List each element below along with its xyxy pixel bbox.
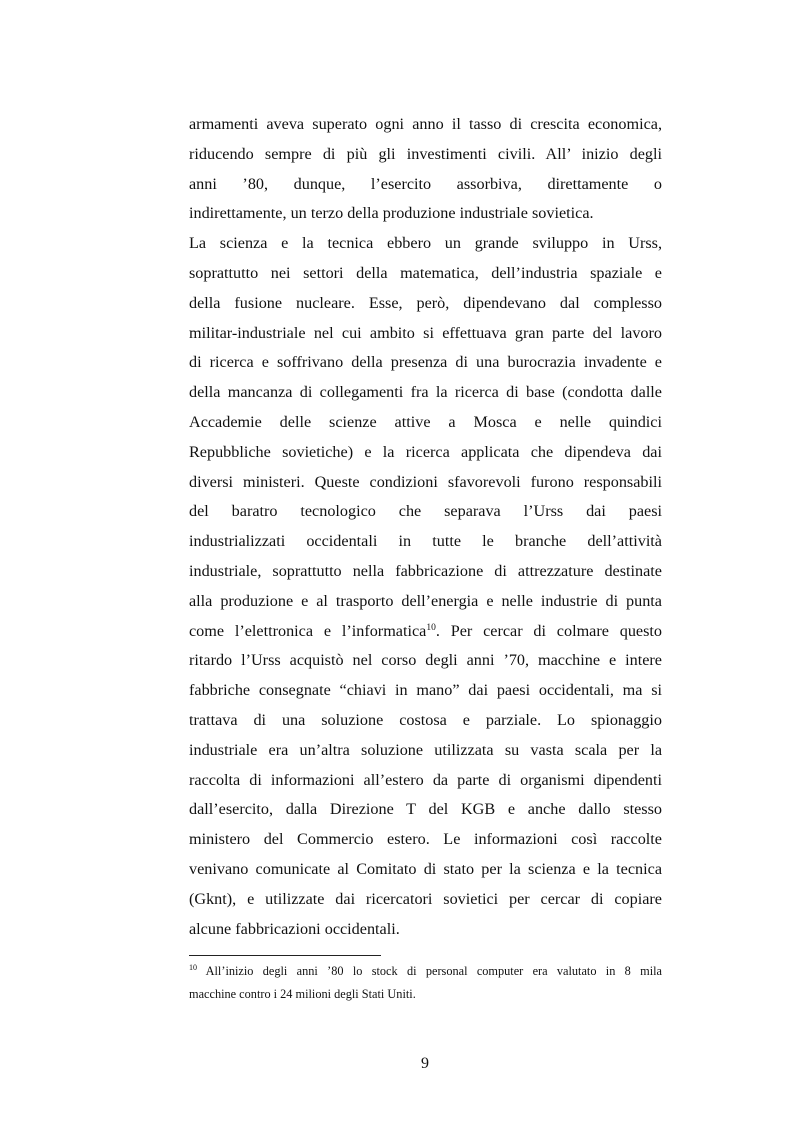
- text-line: Repubbliche sovietiche) e la ricerca applicata che dipendeva dai: [189, 442, 662, 461]
- text-line: della fusione nucleare. Esse, però, dipendevano dal complesso: [189, 293, 662, 312]
- text-line: ritardo l’Urss acquistò nel corso degli anni ’70, macchine e intere: [189, 651, 662, 670]
- footnote-line: macchine contro i 24 milioni degli Stati Uniti.: [189, 987, 416, 1001]
- text-line: La scienza e la tecnica ebbero un grande sviluppo in Urss,: [189, 234, 662, 253]
- text-line: armamenti aveva superato ogni anno il tasso di crescita economica,: [189, 115, 662, 133]
- body-text: [189, 110, 662, 944]
- text-segment: come l’elettronica e l’informatica: [189, 621, 427, 640]
- text-line: ministero del Commercio estero. Le informazioni così raccolte: [189, 830, 662, 849]
- text-line: soprattutto nei settori della matematica, dell’industria spaziale e: [189, 263, 662, 282]
- text-line: industriale, soprattutto nella fabbricazione di attrezzature destinate: [189, 561, 662, 580]
- footnote-text: All’inizio degli anni ’80 lo stock di personal computer era valutato in 8 mila: [197, 964, 662, 978]
- text-line: militar-industriale nel cui ambito si effettuava gran parte del lavoro: [189, 323, 662, 342]
- text-line: alla produzione e al trasporto dell’energia e nelle industrie di punta: [189, 591, 662, 610]
- text-line: anni ’80, dunque, l’esercito assorbiva, direttamente o: [189, 174, 662, 193]
- text-line: riducendo sempre di più gli investimenti civili. All’ inizio degli: [189, 144, 662, 163]
- text-line: industriale era un’altra soluzione utilizzata su vasta scala per la: [189, 740, 662, 759]
- page-number: 9: [421, 1055, 429, 1072]
- text-line: industrializzati occidentali in tutte le branche dell’attività: [189, 532, 662, 551]
- footnote-line: [189, 960, 662, 983]
- text-line: di ricerca e soffrivano della presenza di una burocrazia invadente e: [189, 353, 662, 372]
- text-line: diversi ministeri. Queste condizioni sfavorevoli furono responsabili: [189, 472, 662, 491]
- text-line: della mancanza di collegamenti fra la ricerca di base (condotta dalle: [189, 383, 662, 402]
- text-line: trattava di una soluzione costosa e parziale. Lo spionaggio: [189, 710, 662, 729]
- text-line: Accademie delle scienze attive a Mosca e nelle quindici: [189, 412, 662, 431]
- text-line-with-footnote-ref: [189, 617, 662, 647]
- text-line: fabbriche consegnate “chiavi in mano” dai paesi occidentali, ma si: [189, 681, 662, 700]
- text-line: raccolta di informazioni all’estero da parte di organismi dipendenti: [189, 770, 662, 789]
- footnote-number: 10: [189, 963, 197, 972]
- footnote-reference[interactable]: 10: [426, 622, 436, 633]
- footnote: [189, 960, 662, 1006]
- text-line: dall’esercito, dalla Direzione T del KGB e anche dallo stesso: [189, 800, 662, 819]
- text-line: (Gknt), e utilizzate dai ricercatori sovietici per cercar di copiare: [189, 889, 662, 908]
- text-line: alcune fabbricazioni occidentali.: [189, 919, 400, 938]
- text-line: del baratro tecnologico che separava l’Urss dai paesi: [189, 502, 662, 521]
- text-line: venivano comunicate al Comitato di stato per la scienza e la tecnica: [189, 859, 662, 878]
- text-segment: . Per cercar di colmare questo: [435, 621, 662, 640]
- text-line: indirettamente, un terzo della produzione industriale sovietica.: [189, 204, 594, 223]
- footnote-separator: [189, 955, 381, 956]
